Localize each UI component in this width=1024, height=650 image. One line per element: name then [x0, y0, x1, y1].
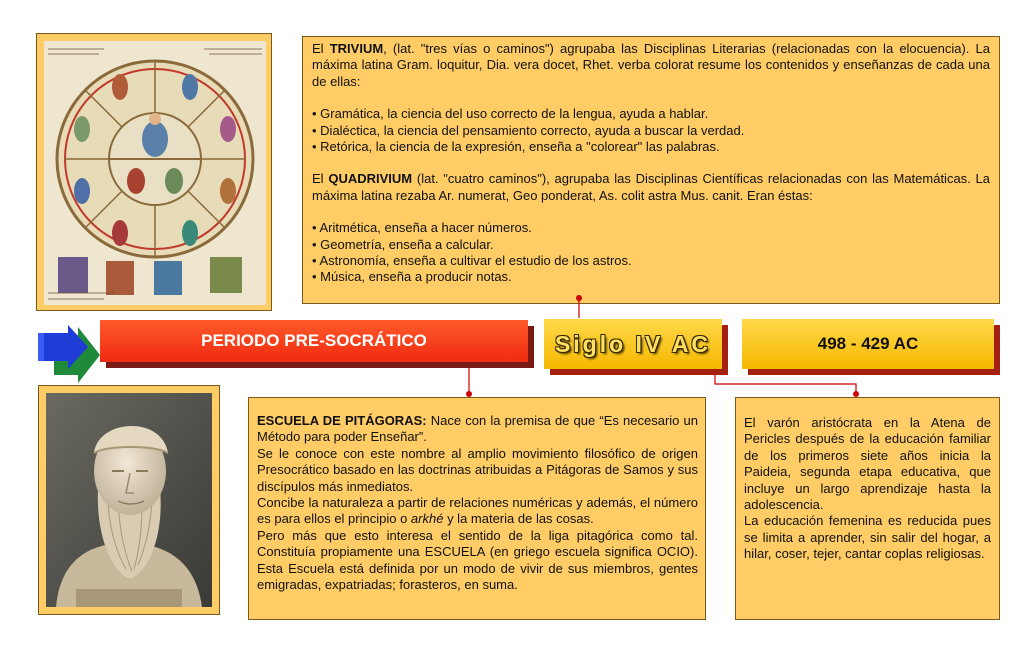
pythagoras-paragraph-4: Pero más que esto interesa el sentido de la liga pitagórica como tal. Constituía propiamente una ESCUELA (en griego escuela significa OCIO). Esta Escuela está definida por un modo de vivir de sus miembros, gentes emigradas, expatriadas; forasteros, en suma. — [257, 527, 698, 593]
quadrivium-paragraph — [312, 171, 990, 204]
list-item: • Aritmética, enseña a hacer números. — [312, 220, 532, 236]
pythagoras-bust-frame — [38, 385, 220, 615]
trivium-list — [312, 106, 990, 155]
pythagoras-p3-text: Concibe la naturaleza a partir de relaciones numéricas y además, el número es para ellos el principio o — [257, 495, 698, 527]
trivium-term: TRIVIUM — [329, 41, 384, 56]
pythagoras-paragraph-3 — [257, 495, 698, 528]
liberal-arts-illustration-frame — [36, 33, 272, 311]
period-banner — [100, 320, 528, 362]
pythagoras-intro-text: Nace con la premisa de que “Es necesario un Método para poder Enseñar”. — [257, 413, 698, 445]
list-item: • Dialéctica, la ciencia del pensamiento correcto, ayuda a buscar la verdad. — [312, 122, 745, 138]
arkhe-term: arkhé — [410, 511, 444, 527]
list-item: • Retórica, la ciencia de la expresión, enseña a "colorear" las palabras. — [312, 139, 720, 155]
athens-paragraph-2: La educación femenina es reducida pues se limita a aprender, sin salir del hogar, a hilar, coser, tejer, cantar coplas religiosas. — [744, 513, 991, 562]
liberal-arts-manuscript-image — [44, 41, 266, 305]
dates-banner — [742, 319, 994, 369]
list-item: • Gramática, la ciencia del uso correcto de la lengua, ayuda a hablar. — [312, 106, 709, 122]
century-label: Siglo IV AC — [554, 330, 712, 357]
trivium-intro-prefix: El — [312, 41, 330, 56]
period-label: PERIODO PRE-SOCRÁTICO — [201, 331, 427, 350]
dates-label: 498 - 429 AC — [817, 334, 919, 353]
trivium-quadrivium-box — [302, 36, 1000, 304]
pythagoras-heading: ESCUELA DE PITÁGORAS: — [257, 413, 427, 428]
pythagoras-bust-image — [46, 393, 212, 607]
trivium-paragraph — [312, 41, 990, 90]
pythagoras-intro — [257, 413, 698, 446]
quadrivium-intro-prefix: El — [312, 171, 329, 187]
list-item: • Astronomía, enseña a cultivar el estudio de los astros. — [312, 253, 632, 269]
century-banner — [544, 319, 722, 369]
arrow-icon — [36, 321, 100, 385]
pythagoras-paragraph-2: Se le conoce con este nombre al amplio movimiento filosófico de origen Presocrático basado en las doctrinas atribuidas a Pitágoras de Samos y sus discípulos más inmediatos. — [257, 445, 698, 494]
quadrivium-intro-text: (lat. "cuatro caminos"), agrupaba las Disciplinas Científicas relacionadas con las Matemáticas. La máxima latina rezaba Ar. numerat, Geo ponderat, As. colit astra Mus. canit. Eran éstas: — [312, 171, 991, 203]
pythagoras-school-box — [248, 397, 706, 620]
list-item: • Música, enseña a producir notas. — [312, 269, 512, 285]
athens-education-box — [735, 397, 1000, 620]
athens-paragraph-1: El varón aristócrata en la Atena de Pericles después de la educación familiar de los primeros siete años inicia la Paideia, segunda etapa educativa, que incluye un largo aprendizaje hasta la adolescencia. — [744, 415, 991, 513]
trivium-intro-text: , (lat. "tres vías o caminos") agrupaba las Disciplinas Literarias (relacionadas con la elocuencia). La máxima latina Gram. loquitur, Dia. vera docet, Rhet. verba colorat resume los contenidos y enseñanzas de cada una de ellas: — [312, 41, 991, 89]
quadrivium-term: QUADRIVIUM — [328, 171, 413, 187]
list-item: • Geometría, enseña a calcular. — [312, 236, 494, 252]
quadrivium-list — [312, 220, 990, 286]
pythagoras-p3-end: y la materia de las cosas. — [443, 511, 594, 527]
